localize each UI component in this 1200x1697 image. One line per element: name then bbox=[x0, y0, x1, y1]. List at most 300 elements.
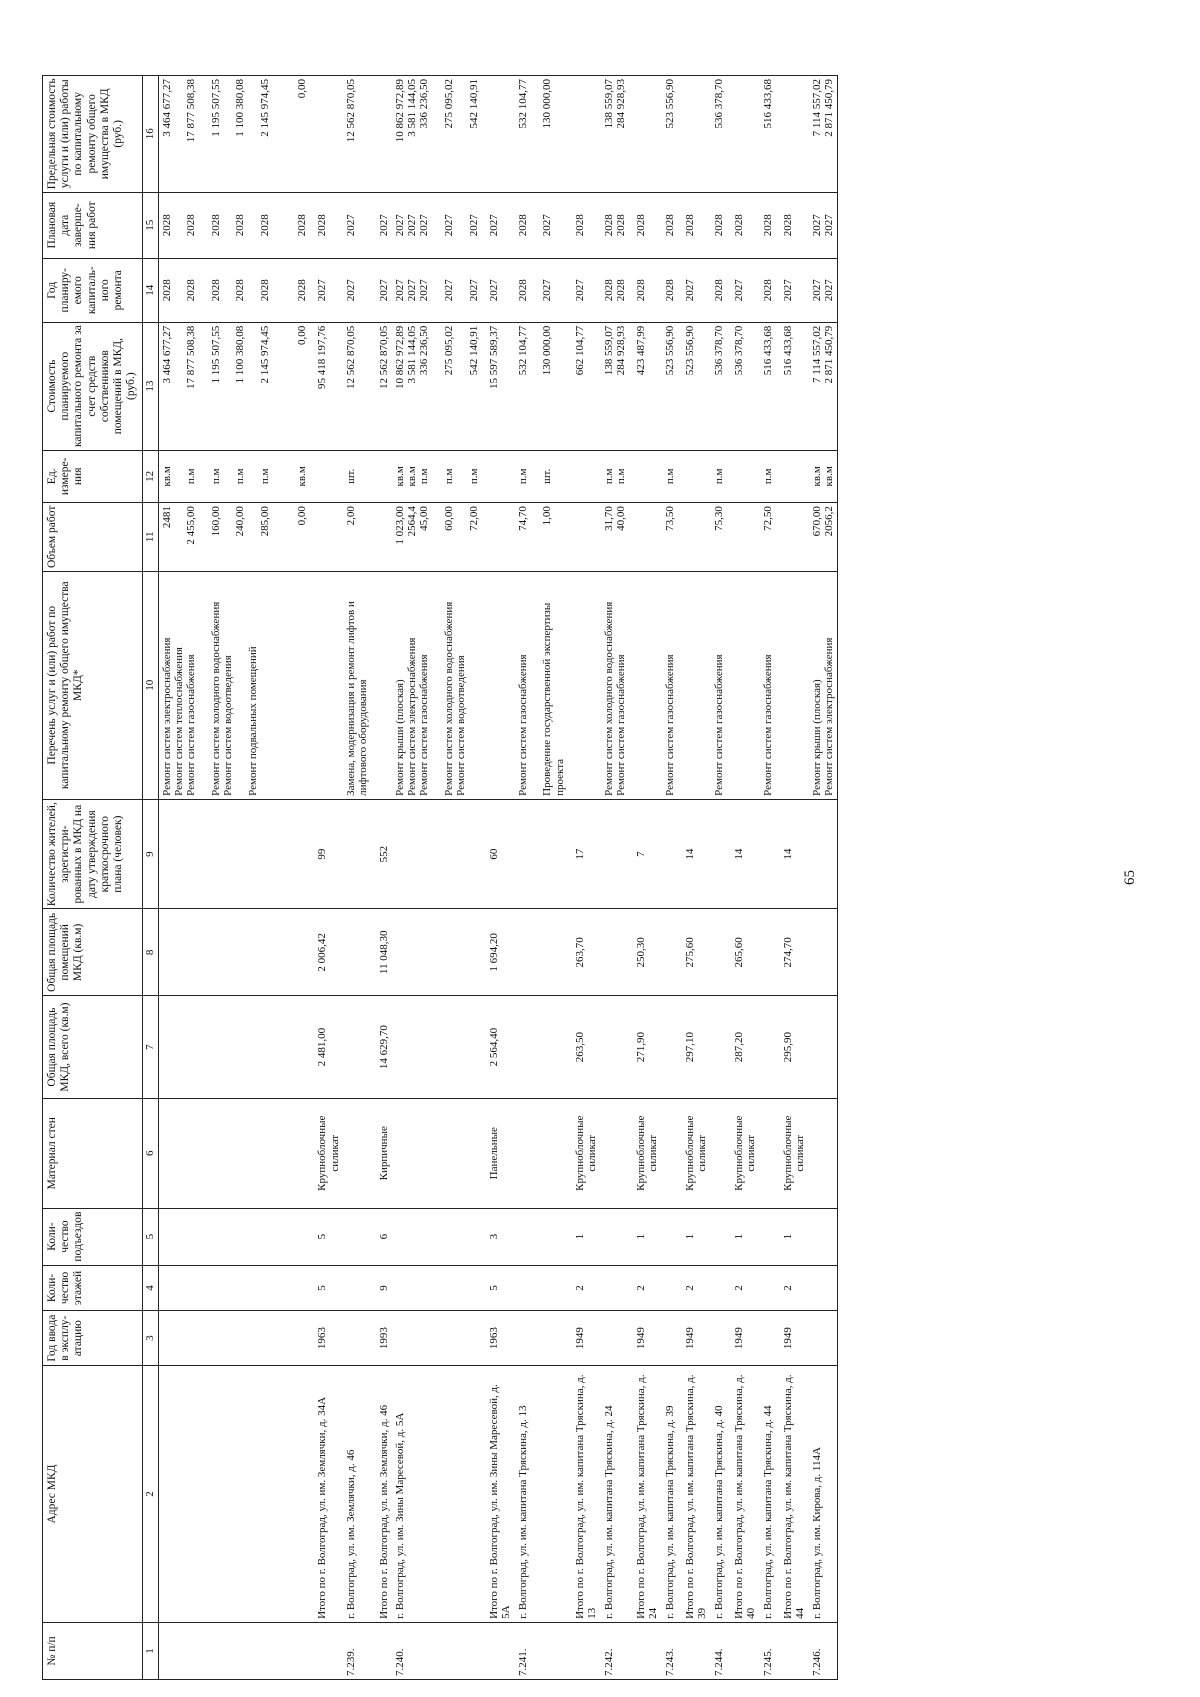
work-item: Ремонт систем газоснабжения bbox=[614, 654, 627, 796]
year-value: 2027 bbox=[822, 279, 835, 302]
unit-value bbox=[222, 454, 234, 500]
year-value bbox=[197, 262, 209, 319]
cost-value: 336 236,50 bbox=[418, 325, 431, 376]
row-number bbox=[158, 1622, 310, 1679]
row-number bbox=[711, 1622, 727, 1679]
unit-value: шт. bbox=[541, 468, 554, 484]
rooms-area-cell bbox=[568, 909, 601, 996]
end-date-value bbox=[222, 196, 234, 255]
year-cell bbox=[310, 258, 343, 322]
row-number bbox=[678, 1622, 711, 1679]
volume-cell bbox=[727, 503, 760, 571]
empty-cell bbox=[392, 909, 482, 996]
empty-cell bbox=[662, 909, 678, 996]
volume-value: 45,00 bbox=[418, 506, 431, 531]
limit-cell bbox=[711, 76, 727, 193]
volume-value: 72,00 bbox=[467, 506, 480, 531]
year-value bbox=[455, 262, 467, 319]
empty-cell bbox=[711, 1098, 727, 1208]
rooms-area-cell-text: 275,60 bbox=[684, 937, 697, 968]
volume-value bbox=[271, 506, 283, 567]
empty-cell bbox=[515, 1208, 568, 1265]
walls-cell-text: Крупноблочные силикат bbox=[684, 1115, 709, 1191]
cost-cell-text: 15 597 589,37 bbox=[488, 325, 501, 389]
year-cell-text: 2028 bbox=[635, 279, 648, 302]
entrances-cell bbox=[310, 1208, 343, 1265]
cost-cell bbox=[629, 322, 662, 450]
unit-value bbox=[455, 454, 467, 500]
year-cell bbox=[678, 258, 711, 322]
cost-value: 523 556,90 bbox=[663, 325, 676, 376]
volume-cell bbox=[392, 503, 482, 571]
volume-value bbox=[173, 506, 185, 567]
cost-value: 3 464 677,27 bbox=[160, 325, 173, 384]
cost-cell-text: 95 418 197,76 bbox=[316, 325, 329, 389]
residents-cell bbox=[372, 799, 392, 909]
table-row bbox=[601, 76, 630, 1680]
residents-cell-text: 17 bbox=[573, 848, 586, 860]
rooms-area-cell bbox=[727, 909, 760, 996]
works-cell bbox=[727, 571, 760, 799]
empty-cell bbox=[601, 1311, 630, 1366]
column-header: Объем работ bbox=[43, 503, 143, 571]
empty-cell bbox=[760, 1098, 776, 1208]
limit-cell bbox=[392, 76, 482, 193]
empty-cell bbox=[601, 996, 630, 1099]
empty-cell bbox=[711, 996, 727, 1099]
empty-cell bbox=[343, 1098, 372, 1208]
cost-cell bbox=[678, 322, 711, 450]
entrances-cell bbox=[568, 1208, 601, 1265]
row-number bbox=[776, 1622, 809, 1679]
works-cell bbox=[601, 571, 630, 799]
year-built-cell-text: 1949 bbox=[781, 1327, 794, 1350]
empty-cell bbox=[711, 909, 727, 996]
year-cell bbox=[711, 258, 727, 322]
floors-cell-text: 5 bbox=[488, 1285, 501, 1291]
year-built-cell bbox=[372, 1311, 392, 1366]
table-row bbox=[662, 76, 678, 1680]
year-built-cell bbox=[776, 1311, 809, 1366]
unit-value: п.м bbox=[443, 468, 456, 485]
unit-cell bbox=[515, 450, 568, 503]
empty-cell bbox=[515, 996, 568, 1099]
volume-value: 2,00 bbox=[344, 506, 357, 526]
empty-cell bbox=[760, 1208, 776, 1265]
unit-cell bbox=[809, 450, 838, 503]
year-value: 2027 bbox=[418, 279, 431, 302]
volume-value: 60,00 bbox=[443, 506, 456, 531]
empty-cell bbox=[601, 799, 630, 909]
rooms-area-cell-text: 1 694,20 bbox=[488, 933, 501, 972]
limit-value: 523 556,90 bbox=[663, 79, 676, 129]
column-number: 11 bbox=[142, 503, 158, 571]
cost-value bbox=[197, 326, 209, 447]
cost-cell bbox=[776, 322, 809, 450]
cost-value: 1 100 380,08 bbox=[234, 325, 247, 384]
column-number: 15 bbox=[142, 192, 158, 258]
year-cell bbox=[760, 258, 776, 322]
year-cell bbox=[776, 258, 809, 322]
volume-cell bbox=[809, 503, 838, 571]
floors-cell bbox=[629, 1265, 662, 1311]
unit-value bbox=[529, 454, 541, 500]
cost-cell bbox=[568, 322, 601, 450]
volume-value bbox=[197, 506, 209, 567]
limit-value: 3 464 677,27 bbox=[160, 79, 173, 137]
column-number: 7 bbox=[142, 996, 158, 1099]
end-date-value bbox=[284, 196, 296, 255]
total-area-cell bbox=[372, 996, 392, 1099]
end-date-cell-text: 2028 bbox=[573, 214, 586, 237]
empty-cell bbox=[158, 799, 310, 909]
empty-cell bbox=[343, 909, 372, 996]
year-built-cell-text: 1963 bbox=[488, 1327, 501, 1350]
column-number: 5 bbox=[142, 1208, 158, 1265]
year-built-cell bbox=[678, 1311, 711, 1366]
empty-cell bbox=[760, 996, 776, 1099]
works-cell bbox=[629, 571, 662, 799]
year-cell-text: 2027 bbox=[316, 279, 329, 302]
unit-cell bbox=[568, 450, 601, 503]
empty-cell bbox=[392, 1265, 482, 1311]
year-cell bbox=[809, 258, 838, 322]
row-number bbox=[568, 1622, 601, 1679]
cost-cell bbox=[310, 322, 343, 450]
end-date-value: 2027 bbox=[393, 214, 406, 237]
year-built-cell bbox=[629, 1311, 662, 1366]
year-cell bbox=[727, 258, 760, 322]
row-number bbox=[760, 1622, 776, 1679]
address-text: г. Волгоград, ул. им. капитана Тряскина, д. 44 bbox=[761, 1405, 774, 1619]
column-number: 10 bbox=[142, 571, 158, 799]
work-item bbox=[197, 575, 209, 796]
column-number: 2 bbox=[142, 1366, 158, 1623]
end-date-value: 2027 bbox=[822, 214, 835, 237]
volume-cell bbox=[678, 503, 711, 571]
row-number bbox=[662, 1622, 678, 1679]
unit-value: п.м bbox=[712, 468, 725, 485]
total-row bbox=[372, 76, 392, 1680]
unit-value: шт. bbox=[344, 468, 357, 484]
rooms-area-cell-text: 274,70 bbox=[781, 937, 794, 968]
cost-value: 532 104,77 bbox=[516, 325, 529, 376]
year-built-cell bbox=[568, 1311, 601, 1366]
limit-value: 3 581 144,05 bbox=[406, 79, 419, 137]
year-value: 2027 bbox=[467, 279, 480, 302]
empty-cell bbox=[809, 1208, 838, 1265]
end-date-cell bbox=[158, 192, 310, 258]
residents-cell bbox=[776, 799, 809, 909]
cost-value bbox=[173, 326, 185, 447]
address-cell bbox=[678, 1366, 711, 1623]
walls-cell-text: Крупноблочные силикат bbox=[781, 1115, 807, 1191]
walls-cell bbox=[678, 1098, 711, 1208]
volume-cell bbox=[776, 503, 809, 571]
end-date-value: 2028 bbox=[295, 214, 308, 237]
entrances-cell bbox=[678, 1208, 711, 1265]
rooms-area-cell bbox=[776, 909, 809, 996]
residents-cell-text: 14 bbox=[684, 848, 697, 860]
volume-cell bbox=[662, 503, 678, 571]
cost-value: 542 140,91 bbox=[467, 325, 480, 376]
works-cell bbox=[662, 571, 678, 799]
column-header: Год ввода в эксплу-атацию bbox=[43, 1311, 143, 1366]
residents-cell bbox=[727, 799, 760, 909]
volume-cell bbox=[568, 503, 601, 571]
unit-value: кв.м bbox=[295, 466, 308, 487]
walls-cell-text: Крупноблочные силикат bbox=[635, 1115, 660, 1191]
cost-value bbox=[431, 326, 443, 447]
year-cell-text: 2027 bbox=[377, 279, 390, 302]
address-text: г. Волгоград, ул. им. капитана Тряскина, д. 24 bbox=[602, 1405, 615, 1619]
limit-value: 284 928,93 bbox=[614, 79, 627, 129]
year-cell bbox=[629, 258, 662, 322]
address-cell bbox=[158, 1366, 310, 1623]
end-date-value: 2027 bbox=[406, 214, 419, 237]
limit-value: 275 095,02 bbox=[443, 79, 456, 129]
year-cell bbox=[515, 258, 568, 322]
volume-cell bbox=[482, 503, 515, 571]
total-area-cell-text: 263,50 bbox=[573, 1031, 586, 1063]
volume-value: 72,50 bbox=[761, 506, 774, 531]
volume-value bbox=[222, 506, 234, 567]
residents-cell bbox=[482, 799, 515, 909]
year-cell-text: 2027 bbox=[684, 279, 697, 302]
address-cell bbox=[343, 1366, 372, 1623]
empty-cell bbox=[392, 1098, 482, 1208]
table-row bbox=[760, 76, 776, 1680]
walls-cell bbox=[372, 1098, 392, 1208]
unit-value: п.м bbox=[663, 468, 676, 485]
walls-cell-text: Крупноблочные силикат bbox=[733, 1115, 758, 1191]
volume-value: 240,00 bbox=[234, 506, 247, 537]
column-header: Коли-чество подъездов bbox=[43, 1208, 143, 1265]
end-date-cell bbox=[601, 192, 630, 258]
end-date-cell bbox=[372, 192, 392, 258]
work-item: Проведение государственной экспертизы проекта bbox=[541, 602, 566, 796]
page-number: 65 bbox=[1122, 870, 1138, 885]
limit-value: 2 145 974,45 bbox=[259, 79, 272, 137]
cost-cell bbox=[662, 322, 678, 450]
year-cell bbox=[343, 258, 372, 322]
cost-value: 10 862 972,89 bbox=[393, 325, 406, 389]
total-area-cell bbox=[727, 996, 760, 1099]
entrances-cell bbox=[372, 1208, 392, 1265]
cost-cell bbox=[515, 322, 568, 450]
empty-cell bbox=[343, 1265, 372, 1311]
empty-cell bbox=[662, 1311, 678, 1366]
cost-cell bbox=[711, 322, 727, 450]
end-date-cell bbox=[776, 192, 809, 258]
limit-cell bbox=[727, 76, 760, 193]
floors-cell bbox=[776, 1265, 809, 1311]
cost-cell-text: 516 433,68 bbox=[781, 325, 794, 376]
works-cell bbox=[310, 571, 343, 799]
row-number-text: 7.246. bbox=[810, 1648, 823, 1676]
total-area-cell bbox=[310, 996, 343, 1099]
year-cell bbox=[392, 258, 482, 322]
work-item: Ремонт крыши (плоская) bbox=[393, 679, 406, 796]
residents-cell-text: 60 bbox=[488, 848, 501, 860]
rooms-area-cell bbox=[482, 909, 515, 996]
row-number bbox=[343, 1622, 372, 1679]
entrances-cell-text: 1 bbox=[573, 1233, 586, 1240]
cost-value bbox=[529, 326, 541, 447]
unit-cell bbox=[310, 450, 343, 503]
column-header: Ед. измере-ния bbox=[43, 450, 143, 503]
address-cell bbox=[776, 1366, 809, 1623]
unit-value: п.м bbox=[185, 468, 198, 485]
entrances-cell bbox=[482, 1208, 515, 1265]
work-item: Замена, модернизация и ремонт лифтов и лифтового оборудования bbox=[344, 601, 370, 796]
limit-value: 2 871 450,79 bbox=[822, 79, 835, 137]
works-cell bbox=[392, 571, 482, 799]
work-item: Ремонт систем газоснабжения bbox=[185, 654, 198, 796]
limit-value bbox=[271, 79, 283, 189]
works-cell bbox=[760, 571, 776, 799]
work-item: Ремонт систем электроснабжения bbox=[822, 637, 835, 796]
unit-value: п.м bbox=[418, 468, 431, 485]
floors-cell-text: 2 bbox=[733, 1285, 746, 1291]
column-number: 14 bbox=[142, 258, 158, 322]
limit-cell bbox=[482, 76, 515, 193]
empty-cell bbox=[158, 1098, 310, 1208]
empty-cell bbox=[158, 1265, 310, 1311]
capital-repair-table bbox=[42, 75, 838, 1680]
unit-value: п.м bbox=[259, 468, 272, 485]
limit-cell bbox=[310, 76, 343, 193]
address-text: г. Волгоград, ул. им. капитана Тряскина, д. 39 bbox=[663, 1405, 676, 1619]
empty-cell bbox=[662, 996, 678, 1099]
volume-cell bbox=[343, 503, 372, 571]
address-cell bbox=[711, 1366, 727, 1623]
cost-cell-text: 662 104,77 bbox=[573, 325, 586, 376]
row-number bbox=[515, 1622, 568, 1679]
year-value: 2028 bbox=[761, 279, 774, 302]
year-built-cell-text: 1993 bbox=[377, 1327, 390, 1350]
floors-cell bbox=[727, 1265, 760, 1311]
residents-cell bbox=[629, 799, 662, 909]
column-number: 3 bbox=[142, 1311, 158, 1366]
total-area-cell bbox=[629, 996, 662, 1099]
cost-value: 536 378,70 bbox=[712, 325, 725, 376]
work-item: Ремонт систем теплоснабжения bbox=[172, 647, 185, 796]
column-header: Предельная стоимость услуги и (или) работы по капитальному ремонту общего имущества в МКД (руб.) bbox=[43, 76, 143, 193]
empty-cell bbox=[515, 1265, 568, 1311]
address-text: г. Волгоград, ул. им. капитана Тряскина, д. 40 bbox=[712, 1405, 725, 1619]
limit-value: 542 140,91 bbox=[467, 79, 480, 129]
address-text: г. Волгоград, ул. им. капитана Тряскина, д. 13 bbox=[516, 1405, 529, 1619]
year-value: 2028 bbox=[160, 279, 173, 302]
volume-value: 160,00 bbox=[209, 506, 222, 537]
unit-value: п.м bbox=[602, 468, 615, 485]
year-value: 2027 bbox=[541, 279, 554, 302]
row-number bbox=[727, 1622, 760, 1679]
year-cell-text: 2027 bbox=[573, 279, 586, 302]
address-cell-text: Итого по г. Волгоград, ул. им. Землячки, д. 46 bbox=[377, 1404, 390, 1619]
address-cell bbox=[568, 1366, 601, 1623]
volume-value: 73,50 bbox=[663, 506, 676, 531]
cost-cell bbox=[482, 322, 515, 450]
empty-cell bbox=[711, 1311, 727, 1366]
year-value bbox=[173, 262, 185, 319]
volume-cell bbox=[711, 503, 727, 571]
row-number-text: 7.239. bbox=[344, 1648, 357, 1676]
unit-cell bbox=[372, 450, 392, 503]
volume-value: 2481 bbox=[160, 506, 173, 529]
year-cell bbox=[158, 258, 310, 322]
unit-value bbox=[284, 454, 296, 500]
end-date-value: 2027 bbox=[344, 214, 357, 237]
works-cell bbox=[372, 571, 392, 799]
rooms-area-cell bbox=[678, 909, 711, 996]
work-item bbox=[431, 575, 443, 796]
end-date-value: 2028 bbox=[712, 214, 725, 237]
column-header: Общая площадь МКД, всего (кв.м) bbox=[43, 996, 143, 1099]
volume-cell bbox=[310, 503, 343, 571]
end-date-cell-text: 2028 bbox=[316, 214, 329, 237]
year-built-cell bbox=[310, 1311, 343, 1366]
volume-value: 0,00 bbox=[295, 506, 308, 526]
total-row bbox=[678, 76, 711, 1680]
empty-cell bbox=[392, 1208, 482, 1265]
table-row bbox=[809, 76, 838, 1680]
limit-value: 536 378,70 bbox=[712, 79, 725, 129]
total-area-cell-text: 14 629,70 bbox=[377, 1025, 390, 1070]
unit-cell bbox=[343, 450, 372, 503]
total-area-cell bbox=[568, 996, 601, 1099]
limit-value bbox=[431, 79, 443, 189]
cost-cell bbox=[727, 322, 760, 450]
total-row bbox=[776, 76, 809, 1680]
year-value: 2028 bbox=[185, 279, 198, 302]
total-area-cell-text: 271,90 bbox=[635, 1031, 648, 1063]
year-cell bbox=[662, 258, 678, 322]
empty-cell bbox=[601, 1208, 630, 1265]
end-date-value: 2027 bbox=[541, 214, 554, 237]
row-number-text: 7.242. bbox=[602, 1648, 615, 1676]
year-value bbox=[222, 262, 234, 319]
empty-cell bbox=[158, 1208, 310, 1265]
limit-cell bbox=[662, 76, 678, 193]
empty-cell bbox=[601, 909, 630, 996]
entrances-cell-text: 1 bbox=[733, 1233, 746, 1240]
unit-value: п.м bbox=[516, 468, 529, 485]
work-item: Ремонт систем газоснабжения bbox=[663, 654, 676, 796]
end-date-value: 2028 bbox=[234, 214, 247, 237]
limit-value: 10 862 972,89 bbox=[393, 79, 406, 143]
walls-cell bbox=[482, 1098, 515, 1208]
year-value: 2027 bbox=[393, 279, 406, 302]
volume-value bbox=[247, 506, 259, 567]
volume-cell bbox=[629, 503, 662, 571]
table-row bbox=[392, 76, 482, 1680]
empty-cell bbox=[662, 1265, 678, 1311]
column-number: 12 bbox=[142, 450, 158, 503]
year-built-cell-text: 1949 bbox=[684, 1327, 697, 1350]
end-date-cell bbox=[629, 192, 662, 258]
unit-value: кв.м bbox=[406, 466, 419, 487]
cost-value bbox=[455, 326, 467, 447]
total-row bbox=[482, 76, 515, 1680]
limit-value: 1 100 380,08 bbox=[234, 79, 247, 137]
limit-cell bbox=[515, 76, 568, 193]
end-date-cell-text: 2027 bbox=[488, 214, 501, 237]
floors-cell-text: 2 bbox=[635, 1285, 648, 1291]
address-cell bbox=[372, 1366, 392, 1623]
floors-cell-text: 9 bbox=[377, 1285, 390, 1291]
